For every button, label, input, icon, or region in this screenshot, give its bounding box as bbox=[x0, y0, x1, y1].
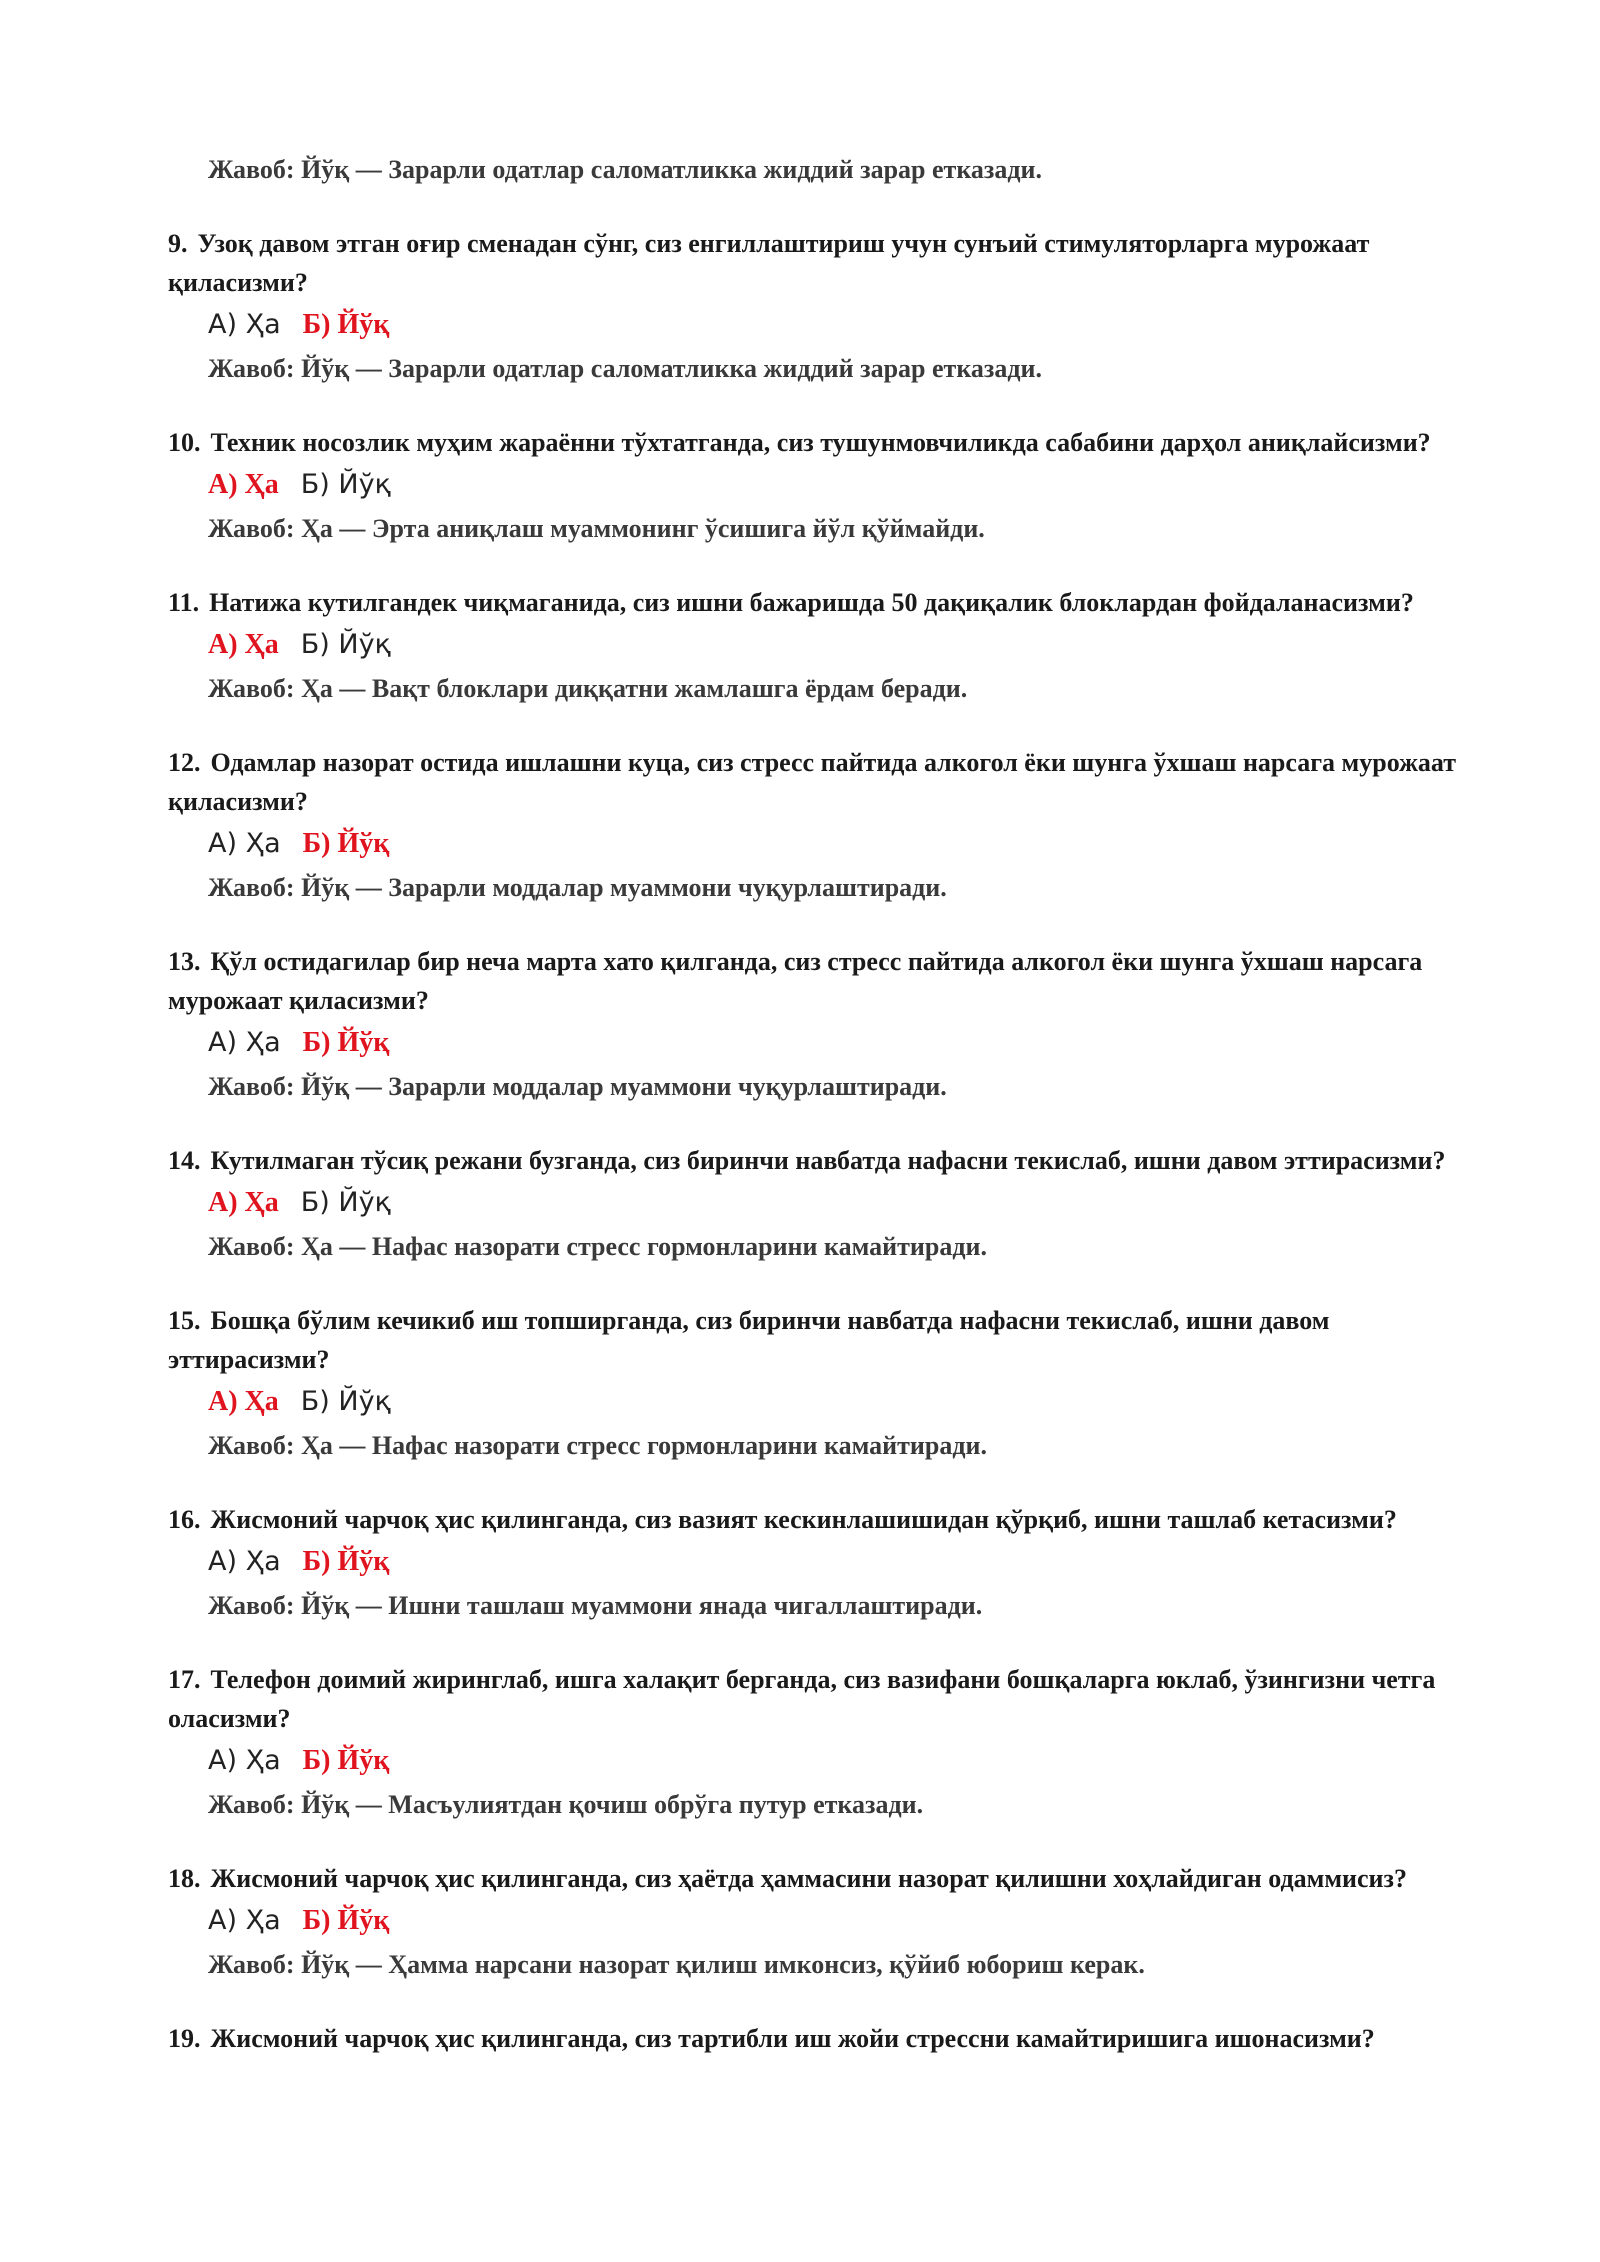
question-body: Техник носозлик муҳим жараённи тўхтатганда, сиз тушунмовчиликда сабабини дарҳол аниқлайсизми? bbox=[210, 428, 1431, 457]
question-number: 12. bbox=[168, 748, 201, 777]
option-a: А) Ҳа bbox=[208, 1027, 281, 1058]
option-a: А) Ҳа bbox=[208, 629, 279, 660]
question-item bbox=[168, 2019, 1458, 2058]
question-item bbox=[168, 1141, 1458, 1267]
question-number: 9. bbox=[168, 229, 188, 258]
question-text bbox=[168, 1859, 1458, 1898]
answer-line: Жавоб: Йўқ — Зарарли моддалар муаммони чуқурлаштиради. bbox=[208, 873, 947, 902]
answer-options bbox=[208, 1741, 1458, 1781]
answer-line: Жавоб: Йўқ — Ишни ташлаш муаммони янада чигаллаштиради. bbox=[208, 1591, 983, 1620]
question-body: Натижа кутилгандек чиқмаганида, сиз ишни бажаришда 50 дақиқалик блоклардан фойдаланасизми? bbox=[209, 588, 1414, 617]
question-number: 13. bbox=[168, 947, 201, 976]
answer-options bbox=[208, 824, 1458, 864]
question-item bbox=[168, 1859, 1458, 1985]
answer-line: Жавоб: Йўқ — Ҳамма нарсани назорат қилиш имконсиз, қўйиб юбориш керак. bbox=[208, 1950, 1145, 1979]
option-b: Б) Йўқ bbox=[302, 1905, 390, 1936]
answer-line: Жавоб: Йўқ — Зарарли одатлар саломатликка жиддий зарар етказади. bbox=[208, 354, 1042, 383]
question-item bbox=[168, 583, 1458, 709]
option-a: А) Ҳа bbox=[208, 1386, 279, 1417]
option-a: А) Ҳа bbox=[208, 828, 281, 859]
question-item bbox=[168, 1500, 1458, 1626]
question-item bbox=[168, 942, 1458, 1107]
option-b: Б) Йўқ bbox=[302, 309, 390, 340]
question-text bbox=[168, 743, 1458, 821]
option-b: Б) Йўқ bbox=[302, 1027, 390, 1058]
question-number: 16. bbox=[168, 1505, 201, 1534]
question-body: Жисмоний чарчоқ ҳис қилинганда, сиз вазият кескинлашишидан қўрқиб, ишни ташлаб кетасизми? bbox=[210, 1505, 1397, 1534]
question-number: 14. bbox=[168, 1146, 201, 1175]
question-item bbox=[168, 224, 1458, 389]
option-a: А) Ҳа bbox=[208, 1546, 281, 1577]
question-text bbox=[168, 1660, 1458, 1738]
question-item bbox=[168, 1301, 1458, 1466]
question-text bbox=[168, 942, 1458, 1020]
question-text bbox=[168, 423, 1458, 462]
answer-line: Жавоб: Ҳа — Нафас назорати стресс гормонларини камайтиради. bbox=[208, 1232, 987, 1261]
question-body: Одамлар назорат остида ишлашни куца, сиз стресс пайтида алкогол ёки шунга ўхшаш нарсага мурожаат қиласизми? bbox=[168, 748, 1457, 816]
answer-options bbox=[208, 1542, 1458, 1582]
answer-options bbox=[208, 625, 1458, 665]
question-number: 10. bbox=[168, 428, 201, 457]
question-body: Жисмоний чарчоқ ҳис қилинганда, сиз ҳаётда ҳаммасини назорат қилишни хоҳлайдиган одаммисиз? bbox=[210, 1864, 1407, 1893]
option-a: А) Ҳа bbox=[208, 1745, 281, 1776]
option-a: А) Ҳа bbox=[208, 1905, 281, 1936]
question-text bbox=[168, 1141, 1458, 1180]
question-body: Телефон доимий жиринглаб, ишга халақит берганда, сиз вазифани бошқаларга юклаб, ўзингизни четга оласизми? bbox=[168, 1665, 1436, 1733]
question-body: Бошқа бўлим кечикиб иш топширганда, сиз биринчи навбатда нафасни текислаб, ишни давом эттирасизми? bbox=[168, 1306, 1330, 1374]
question-body: Узоқ давом этган оғир сменадан сўнг, сиз енгиллаштириш учун сунъий стимуляторларга мурожаат қиласизми? bbox=[168, 229, 1370, 297]
question-number: 15. bbox=[168, 1306, 201, 1335]
answer-line: Жавоб: Ҳа — Эрта аниқлаш муаммонинг ўсишига йўл қўймайди. bbox=[208, 514, 985, 543]
question-body: Жисмоний чарчоқ ҳис қилинганда, сиз тартибли иш жойи стрессни камайтиришига ишонасизми? bbox=[210, 2024, 1375, 2053]
option-a: А) Ҳа bbox=[208, 1187, 279, 1218]
question-number: 19. bbox=[168, 2024, 201, 2053]
question-list bbox=[168, 224, 1458, 2058]
question-text bbox=[168, 583, 1458, 622]
question-number: 18. bbox=[168, 1864, 201, 1893]
option-a: А) Ҳа bbox=[208, 469, 279, 500]
question-text bbox=[168, 1500, 1458, 1539]
option-b: Б) Йўқ bbox=[300, 1187, 391, 1218]
answer-options bbox=[208, 305, 1458, 345]
option-b: Б) Йўқ bbox=[302, 828, 390, 859]
question-number: 17. bbox=[168, 1665, 201, 1694]
question-number: 11. bbox=[168, 588, 200, 617]
question-text bbox=[168, 2019, 1458, 2058]
option-a: А) Ҳа bbox=[208, 309, 281, 340]
question-body: Қўл остидагилар бир неча марта хато қилганда, сиз стресс пайтида алкогол ёки шунга ўхшаш нарсага мурожаат қиласизми? bbox=[168, 947, 1423, 1015]
option-b: Б) Йўқ bbox=[300, 1386, 391, 1417]
answer-line: Жавоб: Йўқ — Зарарли моддалар муаммони чуқурлаштиради. bbox=[208, 1072, 947, 1101]
document-page bbox=[168, 150, 1458, 2058]
answer-options bbox=[208, 1183, 1458, 1223]
answer-line: Жавоб: Ҳа — Вақт блоклари диққатни жамлашга ёрдам беради. bbox=[208, 674, 968, 703]
question-text bbox=[168, 1301, 1458, 1379]
answer-options bbox=[208, 1023, 1458, 1063]
question-body: Кутилмаган тўсиқ режани бузганда, сиз биринчи навбатда нафасни текислаб, ишни давом эттирасизми? bbox=[210, 1146, 1446, 1175]
question-item bbox=[168, 423, 1458, 549]
answer-line: Жавоб: Йўқ — Зарарли одатлар саломатликка жиддий зарар етказади. bbox=[208, 155, 1042, 184]
option-b: Б) Йўқ bbox=[302, 1546, 390, 1577]
option-b: Б) Йўқ bbox=[300, 469, 391, 500]
answer-options bbox=[208, 465, 1458, 505]
option-b: Б) Йўқ bbox=[302, 1745, 390, 1776]
answer-options bbox=[208, 1382, 1458, 1422]
answer-line: Жавоб: Йўқ — Масъулиятдан қочиш обрўга путур етказади. bbox=[208, 1790, 924, 1819]
question-item bbox=[168, 1660, 1458, 1825]
question-item bbox=[168, 743, 1458, 908]
answer-line: Жавоб: Ҳа — Нафас назорати стресс гормонларини камайтиради. bbox=[208, 1431, 987, 1460]
answer-options bbox=[208, 1901, 1458, 1941]
question-text bbox=[168, 224, 1458, 302]
option-b: Б) Йўқ bbox=[300, 629, 391, 660]
